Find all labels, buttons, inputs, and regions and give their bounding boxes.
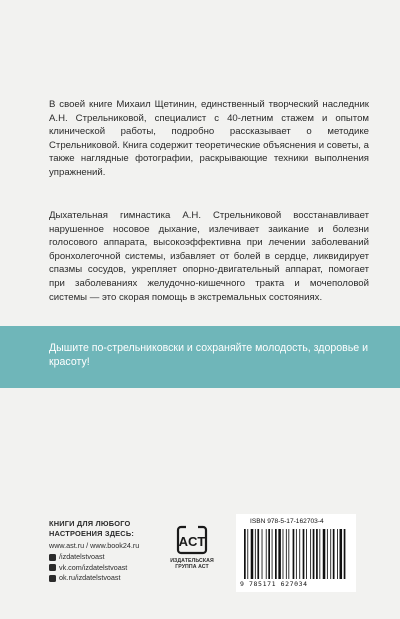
social-vk-text: vk.com/izdatelstvoast xyxy=(59,562,128,572)
books-heading-line2: НАСТРОЕНИЯ ЗДЕСЬ: xyxy=(49,528,135,538)
social-ok-text: ok.ru/izdatelstvoast xyxy=(59,573,121,583)
logo-mark-text: ACT xyxy=(178,534,206,549)
isbn-text: ISBN 978-5-17-162703-4 xyxy=(250,518,324,525)
youtube-icon xyxy=(49,554,56,561)
social-youtube-text: /izdatelstvoast xyxy=(59,551,105,561)
barcode-icon xyxy=(244,529,348,579)
barcode-block xyxy=(236,514,356,592)
barcode-digits: 9 785171 627034 xyxy=(240,580,308,588)
ok-icon xyxy=(49,575,56,582)
vk-icon xyxy=(49,564,56,571)
publisher-logo xyxy=(168,522,216,571)
publisher-contacts xyxy=(49,519,159,584)
books-heading-line1: КНИГИ ДЛЯ ЛЮБОГО xyxy=(49,519,131,528)
publisher-line1: ИЗДАТЕЛЬСКАЯ xyxy=(170,558,214,564)
description-paragraph-2: Дыхательная гимнастика А.Н. Стрельниковой восстанавливает нарушенное носовое дыхание, излечивает заикание и болезни голосового аппарата, высокоэффективна при лечении заболеваний бронхолегочной системы, избавляет от болей в сердце, ликвидирует спазмы сосудов, укрепляет опорно-двигательный аппарат, помогает при заболеваниях желудочно-кишечного тракта и мочеполовой системы — это скорая помощь в экстремальных состояниях. xyxy=(49,210,369,303)
slogan-text: Дышите по-стрельниковски и сохраняйте молодость, здоровье и красоту! xyxy=(49,342,369,369)
description-paragraph-1: В своей книге Михаил Щетинин, единственный творческий наследник А.Н. Стрельниковой, специалист с 40-летним стажем и опытом клинической работы, подробно рассказывает о методике Стрельниковой. Книга содержит теоретические объяснения и советы, а также наглядные фотографии, раскрывающие техники выполнения упражнений. xyxy=(49,99,369,178)
publisher-line2: ГРУППА АСТ xyxy=(175,564,209,571)
social-youtube[interactable] xyxy=(49,552,159,563)
sites-link[interactable]: www.ast.ru / www.book24.ru xyxy=(49,541,140,550)
ast-logo-icon xyxy=(175,522,209,556)
social-vk[interactable] xyxy=(49,563,159,574)
social-ok[interactable] xyxy=(49,573,159,584)
books-heading xyxy=(49,519,159,538)
